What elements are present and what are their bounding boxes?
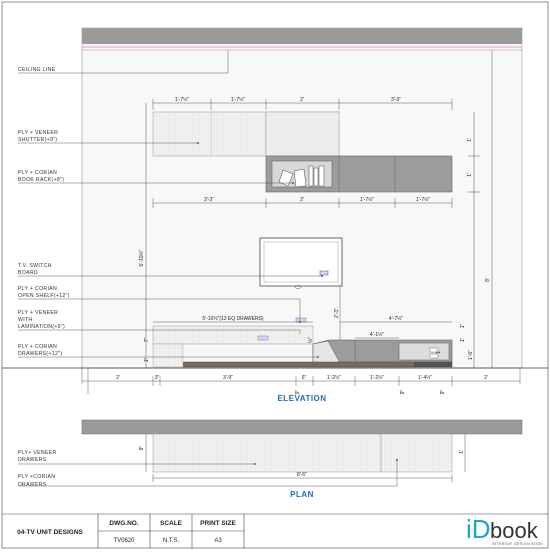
openshelf-label-1: PLY + CORIAN [18, 286, 58, 292]
scale-heading: SCALE [159, 520, 183, 527]
ceiling-slab [82, 28, 522, 44]
logo-mark: iD [466, 514, 491, 544]
right-dim-mid: 1' [467, 173, 473, 177]
unit-base [183, 362, 415, 367]
tv-screen [260, 238, 342, 286]
bottom-dim-5: 1'-2½" [326, 375, 342, 381]
top-dim-4: 3'-3" [391, 97, 401, 103]
print-size-heading: PRINT SIZE [200, 520, 236, 527]
small-bottom-3: 9" [440, 389, 446, 395]
eq-drawers-dim: 5'-10½"(13 EQ DRAWERS) [202, 316, 264, 322]
lamination-label-3: LAMINATION(+9") [18, 324, 66, 330]
plan-veneer-drawers [153, 434, 381, 472]
bookrack-label-1: PLY + CORIAN [18, 170, 58, 176]
small-bottom-1: 9" [295, 389, 301, 395]
small-dim-4: 1" [144, 357, 150, 363]
scale-value: N.T.S. [162, 538, 180, 544]
lamination-drawers [153, 326, 313, 344]
small-dim-5: 1' [436, 350, 442, 354]
top-dim-3: 2' [300, 97, 304, 103]
small-dim-3: 7" [144, 337, 150, 343]
mid-dim-1: 3'-3" [204, 197, 214, 203]
tv-switch-board [320, 271, 328, 275]
right-dim-total: 8' [485, 278, 491, 282]
book-4 [314, 168, 318, 186]
top-dim-1: 1'-7½" [174, 97, 190, 103]
switch-label-2: BOARD [18, 270, 38, 276]
drawers-label-2: DRAWERS(+12") [18, 351, 63, 357]
idbook-logo [466, 514, 544, 546]
drawers-label-1: PLY + CORIAN [18, 344, 58, 350]
lamination-label-2: WITH [18, 317, 33, 323]
height-dim: 5'-10½" [139, 249, 145, 267]
bottom-dim-4: 6" [301, 375, 307, 381]
openshelf-label-2: OPEN SHELF(+12") [18, 293, 70, 299]
ceiling-line-label: CEILING LINE [18, 67, 56, 73]
plan-wall [82, 420, 522, 434]
small-dim-1: 1" [460, 323, 466, 329]
bookrack-label-2: BOOK RACK(+8") [18, 177, 65, 183]
plan-corian-label-1: PLY +CORIAN [18, 474, 56, 480]
bottom-dim-3: 3'-9" [223, 375, 233, 381]
open-shelf-dim: 4'-7½" [388, 316, 404, 322]
book-2 [294, 169, 306, 187]
dwg-no-heading: DWG.NO. [109, 520, 139, 527]
small-bottom-2: 9" [400, 389, 406, 395]
book-5 [319, 166, 324, 186]
plan-veneer-label-1: PLY+ VENEER [18, 450, 57, 456]
plan-veneer-label-2: DRAWERS [18, 457, 47, 463]
logo-tagline: INTERIOR DESIGN BOOK [492, 542, 544, 546]
mid-dim-4: 1'-7½" [415, 197, 431, 203]
project-title: 04-TV UNIT DESIGNS [17, 529, 83, 536]
dwg-no-value: TV0620 [113, 538, 135, 544]
bottom-dimension [82, 374, 520, 394]
shutter-label-1: PLY + VENEER [18, 130, 59, 136]
mid-dim-2: 2' [300, 197, 304, 203]
bottom-dim-7: 1'-4½" [417, 375, 433, 381]
plan-width-dim: 8'-6" [297, 472, 307, 478]
plan-depth-right: 1' [459, 450, 465, 454]
bottom-dim-8: 2' [484, 375, 488, 381]
mid-dim-3: 1'-7½" [359, 197, 375, 203]
plan-corian-drawers [381, 434, 452, 472]
print-size-value: A3 [214, 538, 222, 544]
bottom-dim-1: 2' [116, 375, 120, 381]
elevation-title: ELEVATION [277, 394, 327, 403]
bottom-dim-2: 3" [154, 375, 160, 381]
book-3 [309, 166, 313, 186]
plan-title: PLAN [290, 490, 314, 499]
top-dim-2: 1'-7½" [230, 97, 246, 103]
lamination-label-1: PLY + VENEER [18, 310, 59, 316]
switch-label-1: T.V. SWITCH [18, 263, 52, 269]
elevation-view [2, 28, 548, 403]
small-dim-6: 1'-6" [468, 350, 474, 360]
plan-view [18, 420, 522, 499]
plan-depth-left: 9" [139, 445, 145, 451]
small-dim-2: 1" [460, 337, 466, 343]
shelf-dim: 4'-1½" [369, 332, 385, 338]
plan-corian-label-2: DRAWERS [18, 482, 47, 488]
bottom-dim-6: 1'-2½" [369, 375, 385, 381]
v-dim-23: 2'-3" [334, 308, 340, 318]
logo-word: book [490, 518, 538, 543]
right-dim-top: 1' [467, 138, 473, 142]
small-dim-7: ½" [308, 337, 314, 343]
shutter-label-2: SHUTTER(+9") [18, 137, 58, 143]
